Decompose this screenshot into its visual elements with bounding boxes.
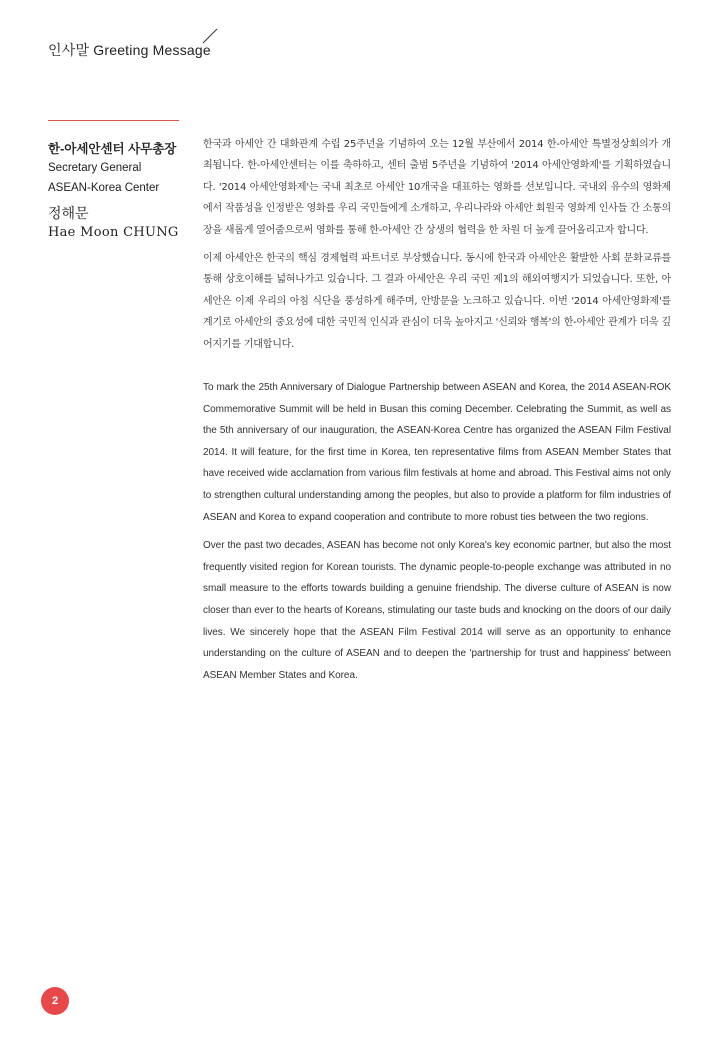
author-block xyxy=(48,140,198,242)
author-title-korean: 한-아세안센터 사무총장 xyxy=(48,142,177,156)
author-name-korean: 정해문 xyxy=(48,206,89,222)
korean-paragraph: 이제 아세안은 한국의 핵심 경제협력 파트너로 부상했습니다. 동시에 한국과 아세안은 활발한 사회 문화교류를 통해 상호이해를 넓혀나가고 있습니다. 그 결과 아세안은 우리 국민 제1의 해외여행지가 되었습니다. 또한, 아세안은 이제 우리의 아침 식단을 풍성하게 해주며, 안방문을 노크하고 있습니다. 이번 '2014 아세안영화제'를 계기로 아세안의 중요성에 대한 국민적 인식과 관심이 더욱 높아지고 '신뢰와 행복'의 한-아세안 관계가 더욱 깊어지기를 기대합니다. xyxy=(203,253,671,350)
english-paragraph: Over the past two decades, ASEAN has become not only Korea's key economic partner, but also the most frequently visited region for Korean tourists. The dynamic people-to-people exchange was attributed in no small measure to the efforts towards building a genuine friendship. The diverse culture of ASEAN is now closer than ever to the hearts of Koreans, stimulating our taste buds and knocking on the doors of our daily lives. We sincerely hope that the ASEAN Film Festival 2014 will serve as an opportunity to enhance understanding on the culture of ASEAN and to deepen the 'partnership for trust and happiness' between ASEAN Member States and Korea. xyxy=(203,540,671,681)
author-title-english-line1: Secretary General xyxy=(48,162,142,174)
slash-mark-icon xyxy=(200,26,220,46)
page-title: 인사말 Greeting Message xyxy=(48,42,211,58)
accent-divider xyxy=(48,120,179,121)
english-paragraph: To mark the 25th Anniversary of Dialogue Partnership between ASEAN and Korea, the 2014 ASEAN-ROK Commemorative Summit will be held in Busan this coming December. Celebrating the Summit, as well as the 5th anniversary of our inauguration, the ASEAN-Korea Centre has organized the ASEAN Film Festival 2014. It will feature, for the first time in Korea, ten representative films from ASEAN Member States that have received wide acclamation from various film festivals at home and abroad. This Festival aims not only to strengthen cultural understanding among the peoples, but also to provide a platform for film industries of ASEAN and Korea to expand cooperation and contribute to more robust ties between the two regions. xyxy=(203,382,671,523)
page-number-badge: 2 xyxy=(41,987,69,1015)
author-title-english-line2: ASEAN-Korea Center xyxy=(48,182,160,194)
author-name-english: Hae Moon CHUNG xyxy=(48,225,179,240)
section-spacer xyxy=(203,362,671,377)
message-body xyxy=(203,134,671,693)
korean-paragraph: 한국과 아세안 간 대화관계 수립 25주년을 기념하여 오는 12월 부산에서 2014 한-아세안 특별정상회의가 개최됩니다. 한-아세안센터는 이를 축하하고, 센터 출범 5주년을 기념하여 '2014 아세안영화제'를 기획하였습니다. '2014 아세안영화제'는 국내 최초로 아세안 10개국을 대표하는 영화를 선보입니다. 국내외 유수의 영화제에서 작품성을 인정받은 영화를 우리 국민들에게 소개하고, 우리나라와 아세안 회원국 영화계 인사들 간 소통의 장을 새롭게 열어줌으로써 영화를 통해 한-아세안 간 상생의 협력을 한 차원 더 높게 끌어올리고자 합니다. xyxy=(203,139,671,236)
